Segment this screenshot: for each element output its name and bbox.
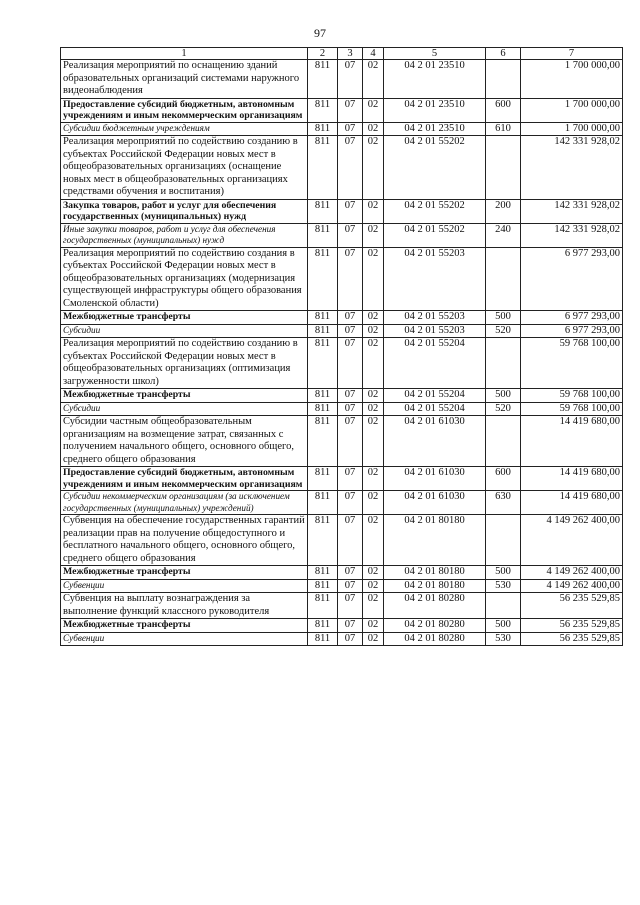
column-header: 3: [338, 48, 363, 60]
section-code: 07: [338, 467, 363, 491]
expense-type-code: [486, 593, 521, 619]
target-article-code: 04 2 01 55204: [384, 402, 486, 416]
amount: 6 977 293,00: [521, 311, 623, 325]
amount: 6 977 293,00: [521, 324, 623, 338]
admin-code: 811: [308, 491, 338, 515]
column-header: 7: [521, 48, 623, 60]
table-row: [61, 60, 623, 99]
section-code: 07: [338, 416, 363, 467]
section-code: 07: [338, 136, 363, 200]
admin-code: 811: [308, 579, 338, 593]
admin-code: 811: [308, 515, 338, 566]
row-name: Субвенции: [61, 632, 308, 646]
subsection-code: 02: [363, 60, 384, 99]
table-row: [61, 566, 623, 580]
subsection-code: 02: [363, 338, 384, 389]
expense-type-code: 500: [486, 311, 521, 325]
subsection-code: 02: [363, 632, 384, 646]
section-code: 07: [338, 389, 363, 403]
target-article-code: 04 2 01 61030: [384, 467, 486, 491]
table-row: [61, 311, 623, 325]
amount: 4 149 262 400,00: [521, 566, 623, 580]
section-code: 07: [338, 324, 363, 338]
target-article-code: 04 2 01 23510: [384, 60, 486, 99]
admin-code: 811: [308, 389, 338, 403]
section-code: 07: [338, 632, 363, 646]
row-name: Субсидии: [61, 402, 308, 416]
amount: 14 419 680,00: [521, 467, 623, 491]
admin-code: 811: [308, 619, 338, 633]
amount: 6 977 293,00: [521, 247, 623, 311]
row-name: Межбюджетные трансферты: [61, 311, 308, 325]
section-code: 07: [338, 593, 363, 619]
table-body: [61, 60, 623, 646]
table-row: [61, 247, 623, 311]
target-article-code: 04 2 01 55202: [384, 199, 486, 223]
amount: 1 700 000,00: [521, 60, 623, 99]
admin-code: 811: [308, 98, 338, 122]
row-name: Межбюджетные трансферты: [61, 619, 308, 633]
expense-type-code: [486, 136, 521, 200]
amount: 142 331 928,02: [521, 223, 623, 247]
subsection-code: 02: [363, 619, 384, 633]
target-article-code: 04 2 01 80180: [384, 566, 486, 580]
admin-code: 811: [308, 60, 338, 99]
expense-type-code: [486, 247, 521, 311]
target-article-code: 04 2 01 61030: [384, 416, 486, 467]
column-header: 5: [384, 48, 486, 60]
target-article-code: 04 2 01 80180: [384, 515, 486, 566]
expense-type-code: [486, 338, 521, 389]
row-name: Предоставление субсидий бюджетным, автономным учреждениям и иным некоммерческим организациям: [61, 467, 308, 491]
target-article-code: 04 2 01 55202: [384, 223, 486, 247]
target-article-code: 04 2 01 55202: [384, 136, 486, 200]
row-name: Субвенции: [61, 579, 308, 593]
section-code: 07: [338, 402, 363, 416]
section-code: 07: [338, 98, 363, 122]
section-code: 07: [338, 60, 363, 99]
target-article-code: 04 2 01 80280: [384, 593, 486, 619]
amount: 1 700 000,00: [521, 122, 623, 136]
amount: 14 419 680,00: [521, 416, 623, 467]
table-row: [61, 491, 623, 515]
table-row: [61, 579, 623, 593]
admin-code: 811: [308, 338, 338, 389]
expense-type-code: 500: [486, 389, 521, 403]
table-row: [61, 199, 623, 223]
column-header: 2: [308, 48, 338, 60]
section-code: 07: [338, 515, 363, 566]
amount: 56 235 529,85: [521, 619, 623, 633]
amount: 56 235 529,85: [521, 593, 623, 619]
subsection-code: 02: [363, 223, 384, 247]
row-name: Реализация мероприятий по содействию созданию в субъектах Российской Федерации новых мест в общеобразовательных организациях (оптимизация загруженности школ): [61, 338, 308, 389]
subsection-code: 02: [363, 136, 384, 200]
amount: 4 149 262 400,00: [521, 579, 623, 593]
target-article-code: 04 2 01 80180: [384, 579, 486, 593]
admin-code: 811: [308, 311, 338, 325]
admin-code: 811: [308, 324, 338, 338]
admin-code: 811: [308, 467, 338, 491]
subsection-code: 02: [363, 467, 384, 491]
row-name: Субсидии некоммерческим организациям (за исключением государственных (муниципальных) учреждений): [61, 491, 308, 515]
table-row: [61, 416, 623, 467]
column-header: 1: [61, 48, 308, 60]
subsection-code: 02: [363, 122, 384, 136]
row-name: Субсидии: [61, 324, 308, 338]
column-header: 6: [486, 48, 521, 60]
row-name: Межбюджетные трансферты: [61, 389, 308, 403]
target-article-code: 04 2 01 55203: [384, 247, 486, 311]
row-name: Субсидии бюджетным учреждениям: [61, 122, 308, 136]
admin-code: 811: [308, 247, 338, 311]
amount: 14 419 680,00: [521, 491, 623, 515]
subsection-code: 02: [363, 389, 384, 403]
page-number: 97: [314, 26, 326, 40]
expense-type-code: 240: [486, 223, 521, 247]
subsection-code: 02: [363, 515, 384, 566]
budget-table: [60, 47, 623, 646]
subsection-code: 02: [363, 324, 384, 338]
column-header: 4: [363, 48, 384, 60]
row-name: Предоставление субсидий бюджетным, автономным учреждениям и иным некоммерческим организациям: [61, 98, 308, 122]
target-article-code: 04 2 01 23510: [384, 122, 486, 136]
row-name: Реализация мероприятий по оснащению зданий образовательных организаций системами наружного видеонаблюдения: [61, 60, 308, 99]
expense-type-code: 500: [486, 619, 521, 633]
row-name: Субвенция на выплату вознаграждения за выполнение функций классного руководителя: [61, 593, 308, 619]
table-row: [61, 122, 623, 136]
amount: 1 700 000,00: [521, 98, 623, 122]
subsection-code: 02: [363, 416, 384, 467]
admin-code: 811: [308, 199, 338, 223]
expense-type-code: 530: [486, 579, 521, 593]
section-code: 07: [338, 247, 363, 311]
admin-code: 811: [308, 416, 338, 467]
row-name: Закупка товаров, работ и услуг для обеспечения государственных (муниципальных) нужд: [61, 199, 308, 223]
target-article-code: 04 2 01 55204: [384, 389, 486, 403]
table-header-row: [61, 48, 623, 60]
row-name: Иные закупки товаров, работ и услуг для обеспечения государственных (муниципальных) нужд: [61, 223, 308, 247]
table-row: [61, 338, 623, 389]
expense-type-code: 500: [486, 566, 521, 580]
admin-code: 811: [308, 593, 338, 619]
table-row: [61, 632, 623, 646]
expense-type-code: [486, 515, 521, 566]
subsection-code: 02: [363, 593, 384, 619]
target-article-code: 04 2 01 55203: [384, 324, 486, 338]
table-row: [61, 324, 623, 338]
subsection-code: 02: [363, 579, 384, 593]
target-article-code: 04 2 01 80280: [384, 632, 486, 646]
expense-type-code: 600: [486, 98, 521, 122]
section-code: 07: [338, 223, 363, 247]
expense-type-code: 200: [486, 199, 521, 223]
table-row: [61, 136, 623, 200]
admin-code: 811: [308, 122, 338, 136]
table-row: [61, 223, 623, 247]
subsection-code: 02: [363, 247, 384, 311]
admin-code: 811: [308, 632, 338, 646]
subsection-code: 02: [363, 311, 384, 325]
table-row: [61, 98, 623, 122]
admin-code: 811: [308, 136, 338, 200]
row-name: Реализация мероприятий по содействию созданию в субъектах Российской Федерации новых мест в общеобразовательных организациях (оснащение новых мест в общеобразовательных организациях средствами обучения и воспитания): [61, 136, 308, 200]
section-code: 07: [338, 338, 363, 389]
subsection-code: 02: [363, 199, 384, 223]
admin-code: 811: [308, 566, 338, 580]
row-name: Субвенция на обеспечение государственных гарантий реализации прав на получение общедоступного и бесплатного начального общего, основного общего, среднего общего образования: [61, 515, 308, 566]
subsection-code: 02: [363, 491, 384, 515]
target-article-code: 04 2 01 80280: [384, 619, 486, 633]
admin-code: 811: [308, 223, 338, 247]
amount: 59 768 100,00: [521, 338, 623, 389]
section-code: 07: [338, 122, 363, 136]
target-article-code: 04 2 01 23510: [384, 98, 486, 122]
admin-code: 811: [308, 402, 338, 416]
section-code: 07: [338, 491, 363, 515]
amount: 142 331 928,02: [521, 199, 623, 223]
amount: 56 235 529,85: [521, 632, 623, 646]
expense-type-code: 610: [486, 122, 521, 136]
table-row: [61, 389, 623, 403]
target-article-code: 04 2 01 61030: [384, 491, 486, 515]
expense-type-code: 530: [486, 632, 521, 646]
table-row: [61, 402, 623, 416]
expense-type-code: 600: [486, 467, 521, 491]
table-row: [61, 515, 623, 566]
table-row: [61, 593, 623, 619]
subsection-code: 02: [363, 402, 384, 416]
row-name: Субсидии частным общеобразовательным организациям на возмещение затрат, связанных с получением начального общего, основного общего, среднего общего образования: [61, 416, 308, 467]
section-code: 07: [338, 619, 363, 633]
subsection-code: 02: [363, 98, 384, 122]
table-row: [61, 467, 623, 491]
amount: 59 768 100,00: [521, 389, 623, 403]
row-name: Межбюджетные трансферты: [61, 566, 308, 580]
target-article-code: 04 2 01 55204: [384, 338, 486, 389]
amount: 142 331 928,02: [521, 136, 623, 200]
expense-type-code: [486, 416, 521, 467]
expense-type-code: 630: [486, 491, 521, 515]
section-code: 07: [338, 579, 363, 593]
target-article-code: 04 2 01 55203: [384, 311, 486, 325]
expense-type-code: 520: [486, 402, 521, 416]
section-code: 07: [338, 311, 363, 325]
subsection-code: 02: [363, 566, 384, 580]
table-row: [61, 619, 623, 633]
amount: 59 768 100,00: [521, 402, 623, 416]
expense-type-code: 520: [486, 324, 521, 338]
section-code: 07: [338, 199, 363, 223]
section-code: 07: [338, 566, 363, 580]
row-name: Реализация мероприятий по содействию создания в субъектах Российской Федерации новых мест в общеобразовательных организациях (модернизация существующей инфраструктуры общего образования Смоленской области): [61, 247, 308, 311]
expense-type-code: [486, 60, 521, 99]
amount: 4 149 262 400,00: [521, 515, 623, 566]
